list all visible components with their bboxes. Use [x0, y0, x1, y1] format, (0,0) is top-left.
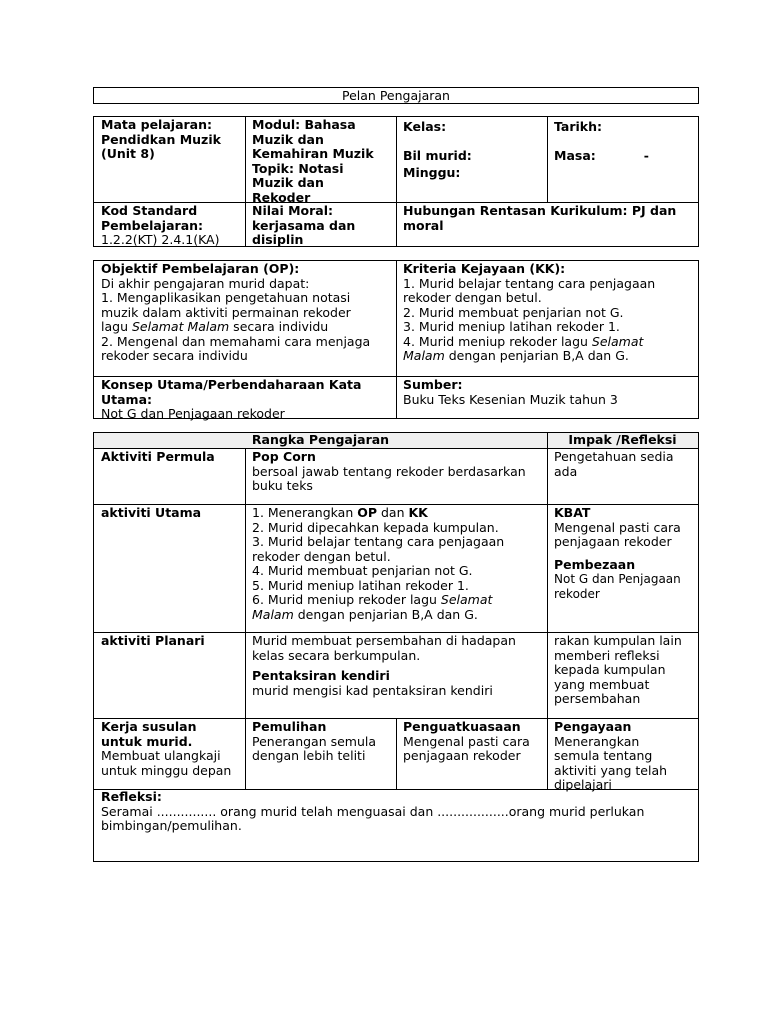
main-step: 5. Murid meniup latihan rekoder 1. [252, 577, 469, 593]
enrich-line: semula tentang [554, 748, 653, 763]
kbat-line: penjagaan rekoder [554, 534, 672, 549]
kbat-label: KBAT [554, 505, 591, 520]
title-box [93, 87, 699, 104]
kk-label: Kriteria Kejayaan (KK): [403, 261, 566, 276]
reinforce-cell [396, 719, 547, 765]
kk-line [403, 335, 691, 350]
opening-line: bersoal jawab tentang rekoder berdasarkan [252, 463, 526, 479]
moral-line: disiplin [252, 232, 304, 247]
opening-title: Pop Corn [252, 449, 316, 464]
date-label: Tarikh: [554, 119, 603, 134]
closing-impact [547, 633, 698, 708]
impact-line: Pengetahuan sedia [554, 449, 674, 464]
week-label: Minggu: [403, 165, 461, 180]
main-step: 2. Murid dipecahkan kepada kumpulan. [252, 519, 499, 535]
main-text: dengan penjarian B,A dan G. [293, 606, 478, 622]
op-cell [94, 261, 396, 365]
enrich-line: Menerangkan [554, 733, 640, 749]
enrich-line: aktiviti yang telah [554, 762, 668, 778]
op-line: muzik dalam aktiviti permainan rekoder [101, 304, 351, 320]
followup-line: Membuat ulangkaji [101, 748, 221, 763]
standard-label: Pembelajaran: [101, 217, 204, 233]
time-value: - [643, 147, 649, 163]
song-title: Selamat [440, 592, 493, 607]
song-title: Selamat [591, 333, 644, 349]
source-value: Buku Teks Kesenian Muzik tahun 3 [403, 391, 618, 407]
opening-line: buku teks [252, 478, 313, 493]
impact-line: persembahan [554, 691, 641, 706]
diff-label: Pembezaan [554, 556, 636, 572]
reinforce-label: Penguatkuasaan [403, 719, 521, 734]
impact-line: yang membuat [554, 676, 650, 692]
kk-line: 1. Murid belajar tentang cara penjagaan [403, 275, 656, 291]
closing-line: kelas secara berkumpulan. [252, 647, 421, 663]
subject-value: Pendidkan Muzik [101, 131, 221, 147]
kk-line: rekoder dengan betul. [403, 290, 542, 305]
closing-label: aktiviti Planari [101, 633, 205, 648]
main-step [252, 608, 540, 623]
source-cell [396, 377, 698, 408]
main-step [252, 593, 540, 608]
kk-line: 3. Murid meniup latihan rekoder 1. [403, 319, 620, 334]
main-impact [547, 505, 698, 602]
subject-label: Mata pelajaran: [101, 117, 212, 132]
module-line: Muzik dan [252, 131, 324, 147]
time-label: Masa: [554, 147, 596, 163]
objectives-table [93, 260, 699, 419]
diff-line: rekoder [554, 586, 600, 601]
pupil-count-label: Bil murid: [403, 147, 472, 163]
enrich-label: Pengayaan [554, 719, 632, 734]
reflection-line: Seramai ............... orang murid telah menguasai dan ..................orang murid perlukan [101, 803, 645, 819]
op-text: lagu [101, 319, 132, 334]
main-text: 6. Murid meniup rekoder lagu [252, 592, 441, 607]
source-label: Sumber: [403, 377, 463, 392]
module-cell [245, 117, 396, 206]
concept-value: Not G dan Penjagaan rekoder [101, 406, 285, 421]
class-cell [396, 119, 547, 182]
kk-text: 4. Murid meniup rekoder lagu [403, 333, 592, 349]
main-label: aktiviti Utama [101, 505, 202, 520]
main-step: 4. Murid membuat penjarian not G. [252, 563, 473, 578]
kk-text: dengan penjarian B,A dan G. [444, 348, 629, 363]
kk-line: 2. Murid membuat penjarian not G. [403, 304, 624, 320]
standard-label: Kod Standard [101, 203, 198, 218]
concept-cell [94, 377, 396, 423]
module-line: Muzik dan [252, 175, 324, 190]
date-cell [547, 119, 698, 164]
song-title: Selamat Malam [131, 319, 230, 334]
self-assess-value: murid mengisi kad pentaksiran kendiri [252, 682, 493, 698]
crosscurr-cell [396, 203, 698, 234]
op-label: Objektif Pembelajaran (OP): [101, 261, 300, 276]
concept-label: Utama: [101, 391, 153, 407]
main-text: dan [377, 505, 409, 520]
op-line: 1. Mengaplikasikan pengetahuan notasi [101, 290, 351, 305]
moral-line: kerjasama dan [252, 217, 356, 233]
op-text: secara individu [229, 319, 329, 334]
impact-line: memberi refleksi [554, 647, 660, 663]
followup-label: Kerja susulan [101, 719, 197, 734]
header-impact: Impak /Refleksi [568, 432, 677, 447]
followup-cell [94, 719, 245, 779]
followup-label: untuk murid. [101, 733, 193, 749]
subject-unit: (Unit 8) [101, 146, 155, 161]
diff-line: Not G dan Penjagaan [554, 572, 681, 586]
header-framework: Rangka Pengajaran [251, 432, 390, 447]
reflection-label: Refleksi: [101, 789, 162, 804]
module-line: Topik: Notasi [252, 160, 344, 176]
standard-cell [94, 203, 245, 249]
kbat-line: Mengenal pasti cara [554, 519, 681, 535]
module-label: Modul: Bahasa [252, 117, 356, 132]
moral-label: Nilai Moral: [252, 203, 334, 218]
op-line: rekoder secara individu [101, 348, 248, 363]
kk-line [403, 349, 691, 364]
song-title: Malam [403, 348, 445, 363]
info-table [93, 116, 699, 247]
followup-line: untuk minggu depan [101, 762, 232, 778]
moral-cell [245, 203, 396, 249]
main-step: rekoder dengan betul. [252, 548, 391, 564]
opening-content [245, 449, 547, 495]
remedial-line: dengan lebih teliti [252, 748, 366, 763]
impact-line: rakan kumpulan lain [554, 633, 682, 648]
impact-line: kepada kumpulan [554, 662, 666, 677]
closing-line: Murid membuat persembahan di hadapan [252, 633, 516, 648]
crosscurr-label: Hubungan Rentasan Kurikulum: PJ dan [403, 203, 677, 218]
impact-line: ada [554, 463, 578, 479]
opening-label: Aktiviti Permula [101, 449, 215, 464]
main-content [245, 505, 547, 623]
closing-content [245, 633, 547, 699]
op-intro: Di akhir pengajaran murid dapat: [101, 275, 310, 291]
standard-value: 1.2.2(KT) 2.4.1(KA) [101, 232, 220, 247]
main-step: 3. Murid belajar tentang cara penjagaan [252, 534, 505, 549]
concept-label: Konsep Utama/Perbendaharaan Kata [101, 377, 362, 392]
enrich-line: dipelajari [554, 777, 612, 792]
reflection-cell [94, 789, 698, 835]
main-text: OP [357, 505, 378, 520]
main-step [252, 506, 540, 521]
crosscurr-line: moral [403, 217, 444, 233]
song-title: Malam [252, 606, 294, 622]
remedial-line: Penerangan semula [252, 733, 377, 749]
remedial-cell [245, 719, 396, 765]
subject-cell [94, 117, 245, 163]
reinforce-line: Mengenal pasti cara [403, 733, 530, 749]
reflection-line: bimbingan/pemulihan. [101, 818, 242, 833]
module-line: Kemahiran Muzik [252, 146, 374, 161]
opening-impact [547, 449, 698, 480]
reinforce-line: penjagaan rekoder [403, 748, 521, 763]
kk-cell [396, 261, 698, 365]
op-line: 2. Mengenal dan memahami cara menjaga [101, 333, 371, 349]
enrich-cell [547, 719, 698, 794]
module-line: Rekoder [252, 189, 311, 205]
class-label: Kelas: [403, 119, 447, 134]
lesson-table [93, 432, 699, 862]
remedial-label: Pemulihan [252, 719, 327, 734]
page-title: Pelan Pengajaran [342, 88, 450, 103]
main-text: KK [408, 505, 428, 520]
op-line [101, 320, 389, 335]
main-text: 1. Menerangkan [252, 505, 358, 520]
self-assess-label: Pentaksiran kendiri [252, 668, 390, 683]
